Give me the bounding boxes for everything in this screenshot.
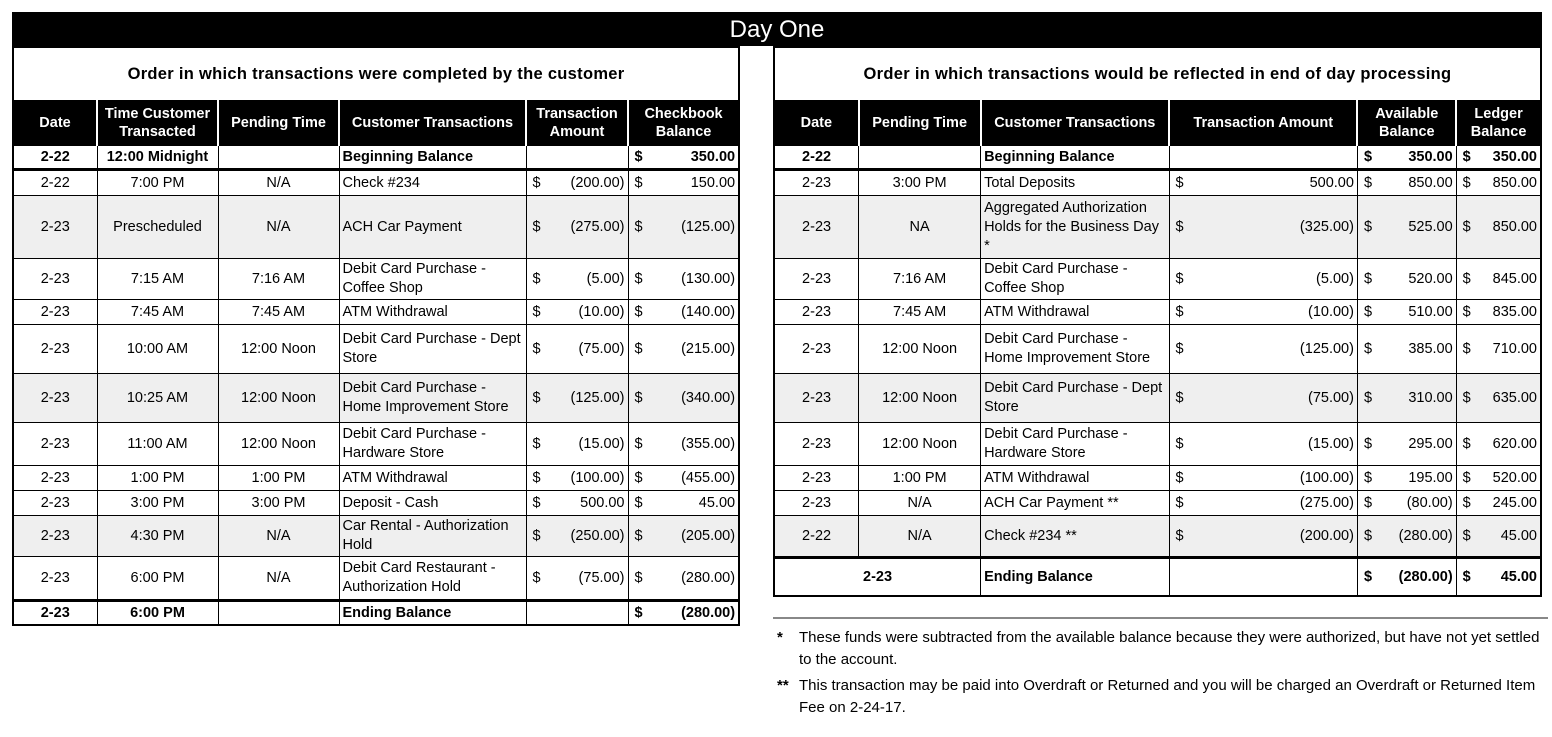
table-cell: (10.00) xyxy=(554,300,628,325)
table-cell: $ xyxy=(1456,196,1484,259)
table-cell: Check #234 ** xyxy=(981,516,1169,558)
table-title: Order in which transactions were completed by the customer xyxy=(13,47,739,101)
table-cell: (275.00) xyxy=(554,196,628,259)
table-cell: 510.00 xyxy=(1386,300,1457,325)
table-cell xyxy=(554,601,628,626)
table-cell: (5.00) xyxy=(554,259,628,300)
footnotes xyxy=(773,617,1548,723)
table-cell: 7:15 AM xyxy=(97,259,218,300)
table-cell: $ xyxy=(628,170,656,196)
table-cell: 2-23 xyxy=(13,601,97,626)
table-cell: N/A xyxy=(218,170,339,196)
table-title-row xyxy=(13,47,739,101)
table-cell: Debit Card Purchase - Home Improvement Store xyxy=(981,325,1169,374)
table-cell: 2-23 xyxy=(774,374,859,423)
table-cell: 835.00 xyxy=(1484,300,1541,325)
table-cell: 2-23 xyxy=(13,423,97,466)
table-cell: $ xyxy=(1456,516,1484,558)
table-cell: 525.00 xyxy=(1386,196,1457,259)
table-cell xyxy=(1169,558,1201,597)
table-row xyxy=(774,491,1541,516)
table-cell: 2-22 xyxy=(13,170,97,196)
table-title: Order in which transactions would be reflected in end of day processing xyxy=(774,47,1541,101)
table-cell: $ xyxy=(1456,423,1484,466)
table-title-row xyxy=(774,47,1541,101)
table-row xyxy=(13,196,739,259)
table-cell: ATM Withdrawal xyxy=(981,300,1169,325)
table-cell: Ending Balance xyxy=(981,558,1169,597)
table-cell: $ xyxy=(1456,259,1484,300)
end-of-day-table xyxy=(773,46,1542,597)
table-cell: Beginning Balance xyxy=(339,146,526,170)
table-cell: (15.00) xyxy=(1201,423,1357,466)
table-cell: N/A xyxy=(218,516,339,557)
table-cell: 245.00 xyxy=(1484,491,1541,516)
table-cell: (355.00) xyxy=(656,423,739,466)
header-row xyxy=(774,101,1541,146)
table-cell: $ xyxy=(1357,325,1385,374)
table-cell: 45.00 xyxy=(1484,516,1541,558)
table-cell xyxy=(1201,146,1357,170)
table-cell: 12:00 Noon xyxy=(218,374,339,423)
table-cell: Debit Card Purchase - Coffee Shop xyxy=(339,259,526,300)
table-cell: Debit Card Restaurant - Authorization Hold xyxy=(339,557,526,601)
table-cell: 2-22 xyxy=(774,516,859,558)
table-cell: $ xyxy=(628,196,656,259)
table-row xyxy=(774,259,1541,300)
table-cell: Aggregated Authorization Holds for the Business Day * xyxy=(981,196,1169,259)
table-cell: 2-23 xyxy=(13,516,97,557)
table-cell: 2-22 xyxy=(13,146,97,170)
table-cell: 12:00 Noon xyxy=(859,423,981,466)
day-banner: Day One xyxy=(12,12,1542,46)
table-cell: (280.00) xyxy=(656,601,739,626)
table-cell: 7:16 AM xyxy=(859,259,981,300)
table-row xyxy=(13,300,739,325)
table-cell: 45.00 xyxy=(1484,558,1541,597)
column-header: Date xyxy=(774,101,859,146)
column-header: Ledger Balance xyxy=(1456,101,1541,146)
table-cell: (100.00) xyxy=(554,466,628,491)
table-cell: 2-23 xyxy=(774,466,859,491)
table-cell: 350.00 xyxy=(1484,146,1541,170)
column-header: Pending Time xyxy=(218,101,339,146)
footnote-text: This transaction may be paid into Overdraft or Returned and you will be charged an Overdraft or Returned Item Fee on 2-24-17. xyxy=(799,677,1536,716)
column-header: Pending Time xyxy=(859,101,981,146)
table-cell: 7:45 AM xyxy=(97,300,218,325)
column-header: Customer Transactions xyxy=(339,101,526,146)
table-cell: (75.00) xyxy=(554,325,628,374)
table-cell: $ xyxy=(1169,196,1201,259)
table-cell: (200.00) xyxy=(554,170,628,196)
table-cell: 1:00 PM xyxy=(97,466,218,491)
table-cell: 7:00 PM xyxy=(97,170,218,196)
table-cell: 6:00 PM xyxy=(97,601,218,626)
table-cell: (280.00) xyxy=(1386,516,1457,558)
table-cell: 2-23 xyxy=(774,300,859,325)
table-cell: (280.00) xyxy=(656,557,739,601)
table-cell: Prescheduled xyxy=(97,196,218,259)
table-cell: 2-23 xyxy=(774,558,981,597)
table-cell: 500.00 xyxy=(554,491,628,516)
column-header: Customer Transactions xyxy=(981,101,1169,146)
table-cell: $ xyxy=(1357,558,1385,597)
table-cell: 385.00 xyxy=(1386,325,1457,374)
table-cell: (325.00) xyxy=(1201,196,1357,259)
table-cell: 2-23 xyxy=(13,196,97,259)
table-cell: 1:00 PM xyxy=(218,466,339,491)
table-cell: 195.00 xyxy=(1386,466,1457,491)
table-cell: $ xyxy=(628,466,656,491)
table-cell: 2-23 xyxy=(13,491,97,516)
table-cell: 12:00 Noon xyxy=(218,423,339,466)
table-cell: $ xyxy=(526,196,554,259)
table-cell: 850.00 xyxy=(1484,170,1541,196)
table-row xyxy=(774,300,1541,325)
table-cell: 45.00 xyxy=(656,491,739,516)
table-cell: 11:00 AM xyxy=(97,423,218,466)
table-cell: (80.00) xyxy=(1386,491,1457,516)
table-row xyxy=(774,325,1541,374)
table-cell: $ xyxy=(1169,374,1201,423)
table-cell: $ xyxy=(1357,466,1385,491)
table-cell: Debit Card Purchase - Home Improvement Store xyxy=(339,374,526,423)
column-header: Transaction Amount xyxy=(1169,101,1357,146)
table-cell: (125.00) xyxy=(656,196,739,259)
table-cell: (280.00) xyxy=(1386,558,1457,597)
column-header: Date xyxy=(13,101,97,146)
table-cell: 10:00 AM xyxy=(97,325,218,374)
table-cell: $ xyxy=(1456,325,1484,374)
table-cell: 12:00 Noon xyxy=(218,325,339,374)
table-cell: (455.00) xyxy=(656,466,739,491)
table-cell: 12:00 Noon xyxy=(859,325,981,374)
table-cell: $ xyxy=(1456,374,1484,423)
table-row xyxy=(13,325,739,374)
table-cell: 150.00 xyxy=(656,170,739,196)
table-cell: $ xyxy=(1169,325,1201,374)
table-cell: NA xyxy=(859,196,981,259)
table-cell: 7:16 AM xyxy=(218,259,339,300)
table-cell: $ xyxy=(526,374,554,423)
table-cell: (200.00) xyxy=(1201,516,1357,558)
table-cell: $ xyxy=(526,557,554,601)
table-cell: ATM Withdrawal xyxy=(981,466,1169,491)
ending-balance-row xyxy=(774,558,1541,597)
column-header: Time Customer Transacted xyxy=(97,101,218,146)
table-cell: 1:00 PM xyxy=(859,466,981,491)
table-cell: $ xyxy=(526,259,554,300)
table-cell: 2-23 xyxy=(13,557,97,601)
table-cell: 350.00 xyxy=(656,146,739,170)
table-cell: 635.00 xyxy=(1484,374,1541,423)
table-cell: 295.00 xyxy=(1386,423,1457,466)
table-cell: Ending Balance xyxy=(339,601,526,626)
table-cell: (130.00) xyxy=(656,259,739,300)
header-row xyxy=(13,101,739,146)
table-cell: $ xyxy=(628,259,656,300)
table-cell: (75.00) xyxy=(1201,374,1357,423)
table-cell: $ xyxy=(526,491,554,516)
table-row xyxy=(774,170,1541,196)
table-cell: $ xyxy=(628,300,656,325)
table-row xyxy=(13,374,739,423)
table-row xyxy=(774,516,1541,558)
table-cell: Debit Card Purchase - Dept Store xyxy=(339,325,526,374)
table-cell: $ xyxy=(1357,170,1385,196)
table-cell: $ xyxy=(1169,466,1201,491)
table-cell: 520.00 xyxy=(1484,466,1541,491)
table-cell: $ xyxy=(526,325,554,374)
table-cell: (275.00) xyxy=(1201,491,1357,516)
table-cell: Total Deposits xyxy=(981,170,1169,196)
table-cell xyxy=(1201,558,1357,597)
table-cell: $ xyxy=(628,325,656,374)
table-cell: $ xyxy=(1169,170,1201,196)
table-cell: (75.00) xyxy=(554,557,628,601)
table-cell: $ xyxy=(526,170,554,196)
table-cell: (15.00) xyxy=(554,423,628,466)
beginning-balance-row xyxy=(774,146,1541,170)
table-cell: 2-23 xyxy=(13,374,97,423)
table-cell: (250.00) xyxy=(554,516,628,557)
table-cell: 500.00 xyxy=(1201,170,1357,196)
table-cell: (125.00) xyxy=(554,374,628,423)
table-cell: N/A xyxy=(859,516,981,558)
table-row xyxy=(774,374,1541,423)
table-row xyxy=(13,423,739,466)
ending-balance-row xyxy=(13,601,739,626)
table-row xyxy=(13,516,739,557)
table-cell: 310.00 xyxy=(1386,374,1457,423)
table-cell: (125.00) xyxy=(1201,325,1357,374)
table-cell: $ xyxy=(1456,466,1484,491)
table-cell: 12:00 Midnight xyxy=(97,146,218,170)
table-cell: 6:00 PM xyxy=(97,557,218,601)
table-row xyxy=(13,259,739,300)
table-cell: $ xyxy=(1456,491,1484,516)
table-cell: Debit Card Purchase - Hardware Store xyxy=(981,423,1169,466)
table-cell: 2-23 xyxy=(13,259,97,300)
table-cell: Debit Card Purchase - Hardware Store xyxy=(339,423,526,466)
table-cell xyxy=(526,601,554,626)
table-cell: 520.00 xyxy=(1386,259,1457,300)
table-cell: Car Rental - Authorization Hold xyxy=(339,516,526,557)
table-cell: (215.00) xyxy=(656,325,739,374)
table-cell: 7:45 AM xyxy=(859,300,981,325)
table-cell: Debit Card Purchase - Coffee Shop xyxy=(981,259,1169,300)
table-cell: $ xyxy=(1357,300,1385,325)
table-row xyxy=(774,196,1541,259)
table-cell: 3:00 PM xyxy=(218,491,339,516)
table-cell: N/A xyxy=(218,196,339,259)
table-cell: ATM Withdrawal xyxy=(339,466,526,491)
table-cell: $ xyxy=(1456,146,1484,170)
footnote xyxy=(773,675,1548,719)
footnote-mark: ** xyxy=(777,677,789,694)
table-cell xyxy=(218,146,339,170)
footnote-text: These funds were subtracted from the available balance because they were authorized, but have not yet settled to the account. xyxy=(799,629,1540,668)
table-cell: 2-23 xyxy=(13,300,97,325)
table-cell: 850.00 xyxy=(1484,196,1541,259)
table-cell: $ xyxy=(628,423,656,466)
table-cell: 2-23 xyxy=(13,466,97,491)
beginning-balance-row xyxy=(13,146,739,170)
table-cell: $ xyxy=(628,146,656,170)
table-cell: $ xyxy=(628,491,656,516)
table-cell xyxy=(218,601,339,626)
table-row xyxy=(774,466,1541,491)
table-cell: $ xyxy=(1357,374,1385,423)
table-cell: ACH Car Payment xyxy=(339,196,526,259)
table-cell: 2-23 xyxy=(774,170,859,196)
table-cell: 2-23 xyxy=(774,491,859,516)
table-cell xyxy=(1169,146,1201,170)
table-cell: 710.00 xyxy=(1484,325,1541,374)
column-header: Available Balance xyxy=(1357,101,1456,146)
table-cell: 4:30 PM xyxy=(97,516,218,557)
table-cell: $ xyxy=(1456,558,1484,597)
table-cell: N/A xyxy=(859,491,981,516)
table-cell: ATM Withdrawal xyxy=(339,300,526,325)
table-cell: $ xyxy=(1357,423,1385,466)
column-header: Checkbook Balance xyxy=(628,101,739,146)
table-cell: $ xyxy=(1456,170,1484,196)
table-cell: Beginning Balance xyxy=(981,146,1169,170)
table-cell: Debit Card Purchase - Dept Store xyxy=(981,374,1169,423)
table-row xyxy=(13,466,739,491)
table-cell: (340.00) xyxy=(656,374,739,423)
table-cell: $ xyxy=(526,516,554,557)
table-cell: $ xyxy=(1456,300,1484,325)
table-row xyxy=(774,423,1541,466)
table-cell: $ xyxy=(628,374,656,423)
table-cell: $ xyxy=(1357,516,1385,558)
table-cell: 2-22 xyxy=(774,146,859,170)
table-cell: (100.00) xyxy=(1201,466,1357,491)
table-cell: 845.00 xyxy=(1484,259,1541,300)
table-row xyxy=(13,170,739,196)
table-cell: 2-23 xyxy=(774,423,859,466)
table-cell: $ xyxy=(1169,423,1201,466)
table-cell: 2-23 xyxy=(774,259,859,300)
table-cell: Check #234 xyxy=(339,170,526,196)
customer-order-table xyxy=(12,46,740,626)
table-cell: $ xyxy=(1169,259,1201,300)
table-cell: (10.00) xyxy=(1201,300,1357,325)
table-cell: 3:00 PM xyxy=(97,491,218,516)
table-cell: 2-23 xyxy=(774,196,859,259)
table-cell: 620.00 xyxy=(1484,423,1541,466)
table-cell: (140.00) xyxy=(656,300,739,325)
table-cell: 850.00 xyxy=(1386,170,1457,196)
table-cell: 2-23 xyxy=(774,325,859,374)
table-cell: $ xyxy=(1357,196,1385,259)
table-cell: 2-23 xyxy=(13,325,97,374)
table-cell: Deposit - Cash xyxy=(339,491,526,516)
table-cell: $ xyxy=(526,423,554,466)
table-cell: $ xyxy=(628,516,656,557)
table-cell: $ xyxy=(526,300,554,325)
table-cell: (205.00) xyxy=(656,516,739,557)
table-cell xyxy=(859,146,981,170)
table-cell: ACH Car Payment ** xyxy=(981,491,1169,516)
table-cell: 10:25 AM xyxy=(97,374,218,423)
table-cell: $ xyxy=(1357,146,1385,170)
table-cell: 3:00 PM xyxy=(859,170,981,196)
table-row xyxy=(13,491,739,516)
table-cell: $ xyxy=(628,557,656,601)
table-row xyxy=(13,557,739,601)
table-cell: N/A xyxy=(218,557,339,601)
table-cell: (5.00) xyxy=(1201,259,1357,300)
footnote xyxy=(773,627,1548,671)
footnote-mark: * xyxy=(777,629,783,646)
table-cell: $ xyxy=(1169,516,1201,558)
table-cell xyxy=(526,146,554,170)
table-cell: 350.00 xyxy=(1386,146,1457,170)
column-header: Transaction Amount xyxy=(526,101,628,146)
table-cell: $ xyxy=(628,601,656,626)
table-cell: $ xyxy=(1169,491,1201,516)
table-cell: $ xyxy=(526,466,554,491)
table-cell: $ xyxy=(1357,491,1385,516)
table-cell: $ xyxy=(1169,300,1201,325)
table-cell: 12:00 Noon xyxy=(859,374,981,423)
table-cell: 7:45 AM xyxy=(218,300,339,325)
table-cell: $ xyxy=(1357,259,1385,300)
table-cell xyxy=(554,146,628,170)
